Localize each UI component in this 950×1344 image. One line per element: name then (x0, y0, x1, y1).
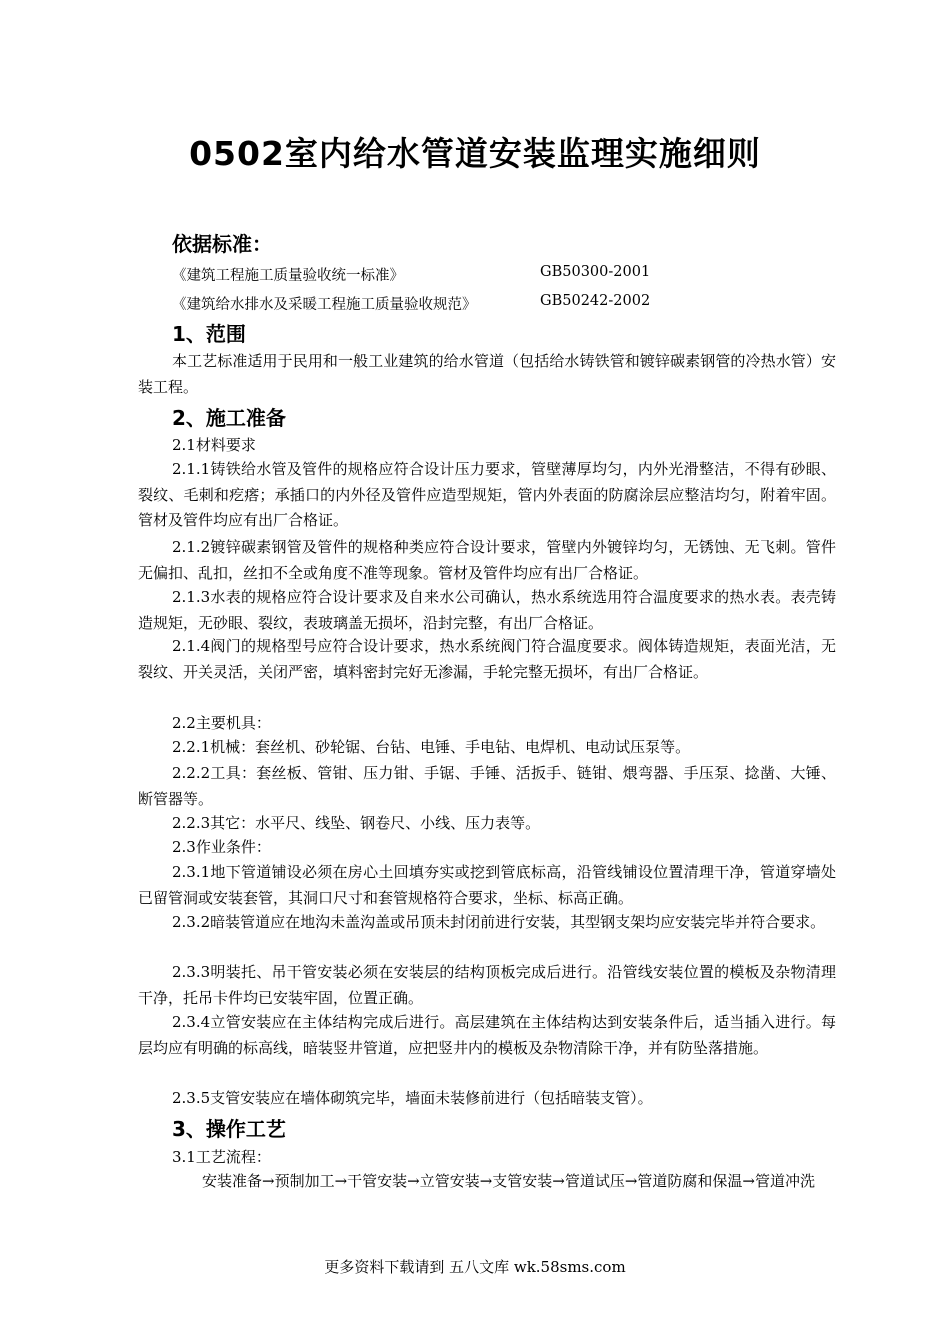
paragraph-2-2-3: 2.2.3其它：水平尺、线坠、钢卷尺、小线、压力表等。 (172, 814, 541, 832)
section-1-heading: 1、范围 (172, 322, 246, 346)
subsection-2-3: 2.3作业条件： (172, 838, 271, 856)
document-title: 0502室内给水管道安装监理实施细则 (189, 134, 761, 173)
standard-name-2: 《建筑给水排水及采暖工程施工质量验收规范》 (172, 297, 477, 313)
subsection-2-1: 2.1材料要求 (172, 436, 256, 454)
paragraph-2-3-5: 2.3.5支管安装应在墙体砌筑完毕，墙面未装修前进行（包括暗装支管）。 (172, 1089, 653, 1107)
paragraph-2-3-3: 2.3.3明装托、吊干管安装必须在安装层的结构顶板完成后进行。沿管线安装位置的模板及杂物清理干净，托吊卡件均已安装牢固，位置正确。 (138, 963, 836, 1007)
section-3-heading: 3、操作工艺 (172, 1117, 286, 1141)
basis-heading: 依据标准： (172, 232, 272, 256)
paragraph-2-2-2: 2.2.2工具：套丝板、管钳、压力钳、手锯、手锤、活扳手、链钳、煨弯器、手压泵、捻凿、大锤、断管器等。 (138, 764, 836, 808)
paragraph-2-2-1: 2.2.1机械：套丝机、砂轮锯、台钻、电锤、手电钻、电焊机、电动试压泵等。 (172, 738, 691, 756)
section-2-heading: 2、施工准备 (172, 406, 286, 430)
subsection-2-2: 2.2主要机具： (172, 714, 271, 732)
paragraph-2-3-2: 2.3.2暗装管道应在地沟未盖沟盖或吊顶未封闭前进行安装，其型钢支架均应安装完毕并符合要求。 (172, 913, 826, 931)
paragraph-2-3-4: 2.3.4立管安装应在主体结构完成后进行。高层建筑在主体结构达到安装条件后，适当插入进行。每层均应有明确的标高线，暗装竖井管道，应把竖井内的模板及杂物清除干净，并有防坠落措施。 (138, 1013, 836, 1057)
section-1-paragraph: 本工艺标准适用于民用和一般工业建筑的给水管道（包括给水铸铁管和镀锌碳素钢管的冷热水管）安装工程。 (138, 352, 836, 396)
paragraph-2-1-4: 2.1.4阀门的规格型号应符合设计要求，热水系统阀门符合温度要求。阀体铸造规矩，表面光洁，无裂纹、开关灵活，关闭严密，填料密封完好无渗漏，手轮完整无损坏，有出厂合格证。 (138, 637, 836, 681)
paragraph-2-1-1: 2.1.1铸铁给水管及管件的规格应符合设计压力要求，管壁薄厚均匀，内外光滑整洁，不得有砂眼、裂纹、毛刺和疙瘩；承插口的内外径及管件应造型规矩，管内外表面的防腐涂层应整洁均匀，附着牢固。管材及管件均应有出厂合格证。 (138, 460, 836, 529)
paragraph-2-1-3: 2.1.3水表的规格应符合设计要求及自来水公司确认，热水系统选用符合温度要求的热水表。表壳铸造规矩，无砂眼、裂纹，表玻璃盖无损坏，沿封完整，有出厂合格证。 (138, 588, 836, 632)
standard-name-1: 《建筑工程施工质量验收统一标准》 (172, 268, 404, 284)
standard-code-2: GB50242-2002 (540, 293, 651, 309)
paragraph-2-1-2: 2.1.2镀锌碳素钢管及管件的规格种类应符合设计要求，管壁内外镀锌均匀，无锈蚀、无飞刺。管件无偏扣、乱扣，丝扣不全或角度不准等现象。管材及管件均应有出厂合格证。 (138, 538, 836, 582)
process-flow: 安装准备→预制加工→干管安装→立管安装→支管安装→管道试压→管道防腐和保温→管道冲洗 (202, 1172, 815, 1190)
paragraph-2-3-1: 2.3.1地下管道铺设必须在房心土回填夯实或挖到管底标高，沿管线铺设位置清理干净，管道穿墙处已留管洞或安装套管，其洞口尺寸和套管规格符合要求，坐标、标高正确。 (138, 863, 836, 907)
footer-text: 更多资料下载请到 五八文库 wk.58sms.com (324, 1258, 626, 1276)
subsection-3-1: 3.1工艺流程： (172, 1148, 271, 1166)
standard-code-1: GB50300-2001 (540, 264, 651, 280)
